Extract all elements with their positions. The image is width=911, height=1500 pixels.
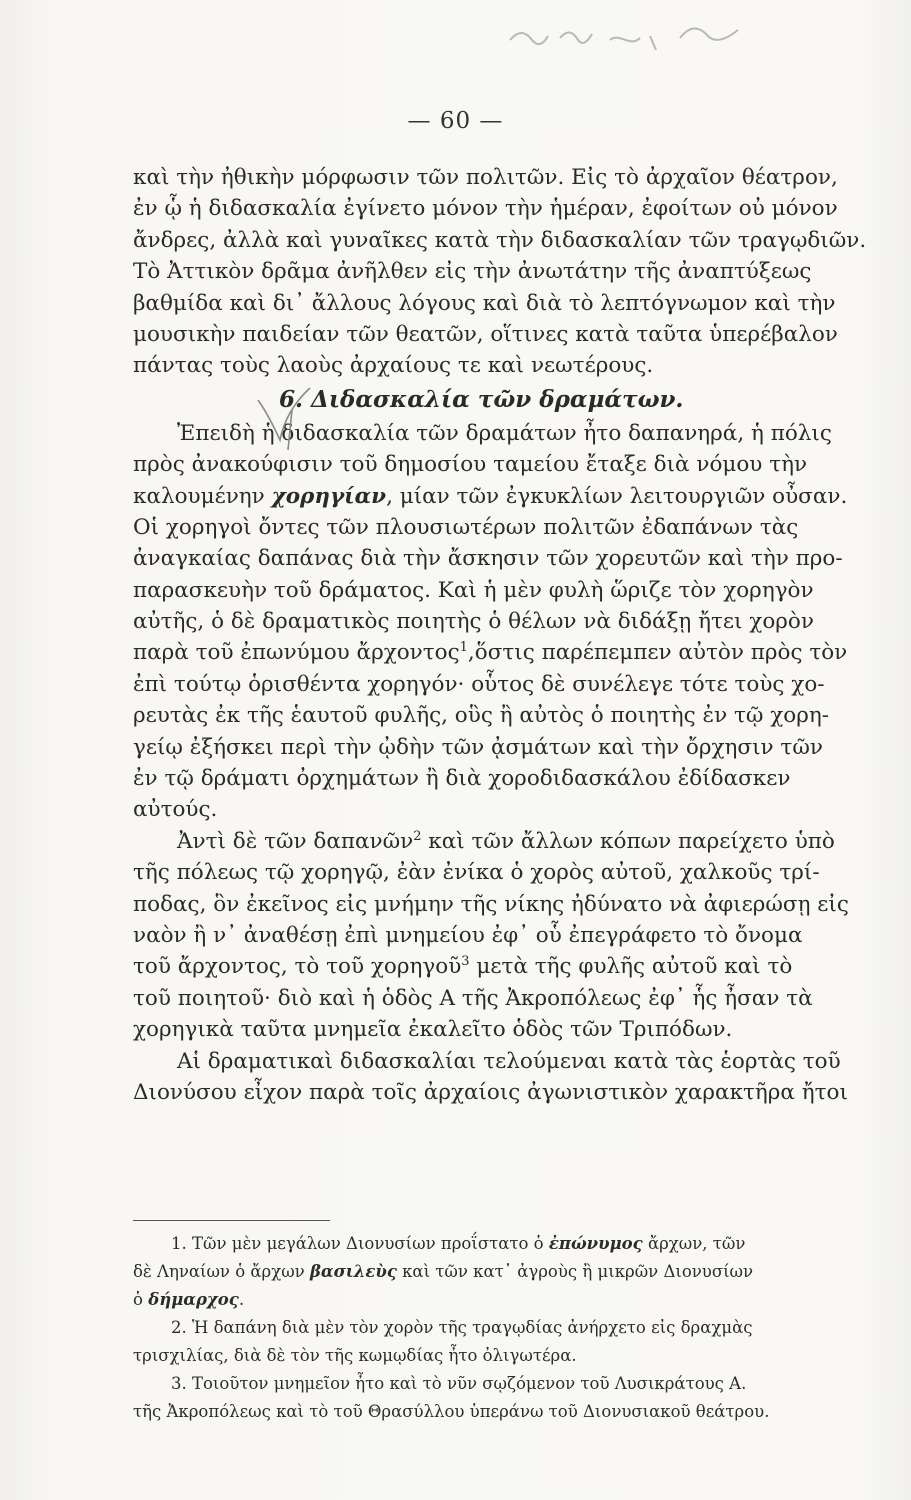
text-segment: μετὰ τῆς φυλῆς αὐτοῦ καὶ τὸ	[469, 954, 793, 980]
text-line: Διονύσου εἶχον παρὰ τοῖς ἀρχαίοις ἀγωνιστικὸν χαρακτῆρα ἤτοι	[133, 1079, 848, 1105]
text-line: ἄνδρες, ἀλλὰ καὶ γυναῖκες κατὰ τὴν διδασκαλίαν τῶν τραγῳδιῶν.	[133, 227, 867, 253]
footnote-line: 3. Τοιοῦτον μνημεῖον ἦτο καὶ τὸ νῦν σῳζόμενον τοῦ Λυσικράτους Α.	[171, 1374, 747, 1393]
text-segment: 1. Τῶν μὲν μεγάλων Διονυσίων προΐστατο ὁ	[171, 1234, 549, 1253]
footnote-line	[133, 1258, 863, 1286]
text-segment: ἄρχων, τῶν	[642, 1234, 746, 1253]
footnote-marker: 2	[413, 828, 422, 844]
page-number: — 60 —	[407, 108, 504, 134]
pencil-check-mark	[252, 380, 342, 460]
text-segment: .	[238, 1290, 245, 1309]
text-line	[133, 826, 853, 857]
text-segment: , μίαν τῶν ἐγκυκλίων λειτουργιῶν οὖσαν.	[386, 483, 848, 509]
text-segment: καὶ τῶν κατ᾽ ἀγροὺς ἢ μικρῶν Διονυσίων	[396, 1262, 754, 1281]
emphasized-term: χορηγίαν	[271, 483, 387, 509]
text-line	[133, 951, 853, 982]
footnote-line: τῆς Ἀκροπόλεως καὶ τὸ τοῦ Θρασύλλου ὑπεράνω τοῦ Διονυσιακοῦ θεάτρου.	[133, 1402, 770, 1421]
text-line: μουσικὴν παιδείαν τῶν θεατῶν, οἵτινες κατὰ ταῦτα ὑπερέβαλον	[133, 321, 838, 347]
text-segment: τοῦ ἄρχοντος, τὸ τοῦ χορηγοῦ	[133, 954, 462, 980]
footnote-line: 2. Ἡ δαπάνη διὰ μὲν τὸν χορὸν τῆς τραγῳδίας ἀνήρχετο εἰς δραχμὰς	[171, 1318, 753, 1337]
text-line: Οἱ χορηγοὶ ὄντες τῶν πλουσιωτέρων πολιτῶν ἐδαπάνων τὰς	[133, 514, 799, 540]
footnote-marker: 1	[459, 640, 468, 656]
footnote-line: τρισχιλίας, διὰ δὲ τὸν τῆς κωμῳδίας ἦτο ὀλιγωτέρα.	[133, 1346, 577, 1365]
text-line: πάντας τοὺς λαοὺς ἀρχαίους τε καὶ νεωτέρους.	[133, 353, 654, 379]
text-line: αὐτῆς, ὁ δὲ δραματικὸς ποιητὴς ὁ θέλων νὰ διδάξῃ ἤτει χορὸν	[133, 609, 814, 635]
text-line: παρασκευὴν τοῦ δράματος. Καὶ ἡ μὲν φυλὴ ὥριζε τὸν χορηγὸν	[133, 577, 814, 603]
footnote-line	[133, 1230, 863, 1258]
text-line: πρὸς ἀνακούφισιν τοῦ δημοσίου ταμείου ἔταξε διὰ νόμου τὴν	[133, 452, 808, 478]
text-line: ναὸν ἢ ν᾽ ἀναθέσῃ ἐπὶ μνημείου ἐφ᾽ οὗ ἐπεγράφετο τὸ ὄνομα	[133, 922, 803, 948]
text-line: βαθμίδα καὶ δι᾽ ἄλλους λόγους καὶ διὰ τὸ λεπτόγνωμον καὶ τὴν	[133, 290, 836, 316]
text-segment: Ἀντὶ δὲ τῶν δαπανῶν	[177, 828, 414, 854]
text-segment: καλουμένην	[133, 483, 272, 509]
text-line: ἐν τῷ δράματι ὀρχημάτων ἢ διὰ χοροδιδασκάλου ἐδίδασκεν	[133, 766, 791, 792]
footnote-rule	[133, 1220, 330, 1221]
text-line: ἐπὶ τούτῳ ὁρισθέντα χορηγόν· οὗτος δὲ συνέλεγε τότε τοὺς χο-	[133, 671, 825, 697]
text-line	[133, 637, 853, 668]
text-line: Τὸ Ἀττικὸν δρᾶμα ἀνῆλθεν εἰς τὴν ἀνωτάτην τῆς ἀναπτύξεως	[133, 259, 812, 285]
text-line: αὐτούς.	[133, 797, 218, 823]
emphasized-term: ἐπώνυμος	[548, 1234, 643, 1253]
emphasized-term: δήμαρχος	[148, 1290, 239, 1309]
text-segment: δὲ Ληναίων ὁ ἄρχων	[133, 1262, 310, 1281]
emphasized-term: βασιλεὺς	[309, 1262, 397, 1281]
text-segment: ,ὅστις παρέπεμπεν αὐτὸν πρὸς τὸν	[467, 640, 848, 666]
footnote-line	[133, 1286, 863, 1314]
main-text	[133, 162, 867, 1108]
text-line	[133, 481, 853, 512]
text-segment: καὶ τῶν ἄλλων κόπων παρείχετο ὑπὸ	[421, 828, 835, 854]
footnotes	[133, 1230, 863, 1426]
text-line: ρευτὰς ἐκ τῆς ἑαυτοῦ φυλῆς, οὓς ἢ αὐτὸς ὁ ποιητὴς ἐν τῷ χορη-	[133, 703, 829, 729]
text-segment: ὁ	[133, 1290, 149, 1309]
text-segment: παρὰ τοῦ ἐπωνύμου ἄρχοντος	[133, 640, 460, 666]
section-heading: 6. Διδασκαλία τῶν δραμάτων.	[279, 385, 684, 413]
text-line: ποδας, ὃν ἐκεῖνος εἰς μνήμην τῆς νίκης ἠδύνατο νὰ ἀφιερώσῃ εἰς	[133, 891, 849, 917]
text-line: χορηγικὰ ταῦτα μνημεῖα ἐκαλεῖτο ὁδὸς τῶν Τριπόδων.	[133, 1017, 733, 1043]
text-line: ἀναγκαίας δαπάνας διὰ τὴν ἄσκησιν τῶν χορευτῶν καὶ τὴν προ-	[133, 546, 843, 572]
text-line: Αἱ δραματικαὶ διδασκαλίαι τελούμεναι κατὰ τὰς ἑορτὰς τοῦ	[177, 1048, 841, 1074]
text-line: τοῦ ποιητοῦ· διὸ καὶ ἡ ὁδὸς Α τῆς Ἀκροπόλεως ἐφ᾽ ἧς ἦσαν τὰ	[133, 985, 813, 1011]
text-line: Ἐπειδὴ ἡ διδασκαλία τῶν δραμάτων ἦτο δαπανηρά, ἡ πόλις	[177, 420, 832, 446]
text-line: γείῳ ἐξήσκει περὶ τὴν ᾠδὴν τῶν ᾀσμάτων καὶ τὴν ὄρχησιν τῶν	[133, 734, 823, 760]
pencil-scribble	[500, 10, 780, 60]
text-line: καὶ τὴν ἠθικὴν μόρφωσιν τῶν πολιτῶν. Εἰς τὸ ἀρχαῖον θέατρον,	[133, 165, 838, 190]
text-line: ἐν ᾧ ἡ διδασκαλία ἐγίνετο μόνον τὴν ἡμέραν, ἐφοίτων οὐ μόνον	[133, 196, 838, 222]
footnote-marker: 3	[461, 954, 470, 970]
text-line: τῆς πόλεως τῷ χορηγῷ, ἐὰν ἐνίκα ὁ χορὸς αὐτοῦ, χαλκοῦς τρί-	[133, 860, 820, 886]
